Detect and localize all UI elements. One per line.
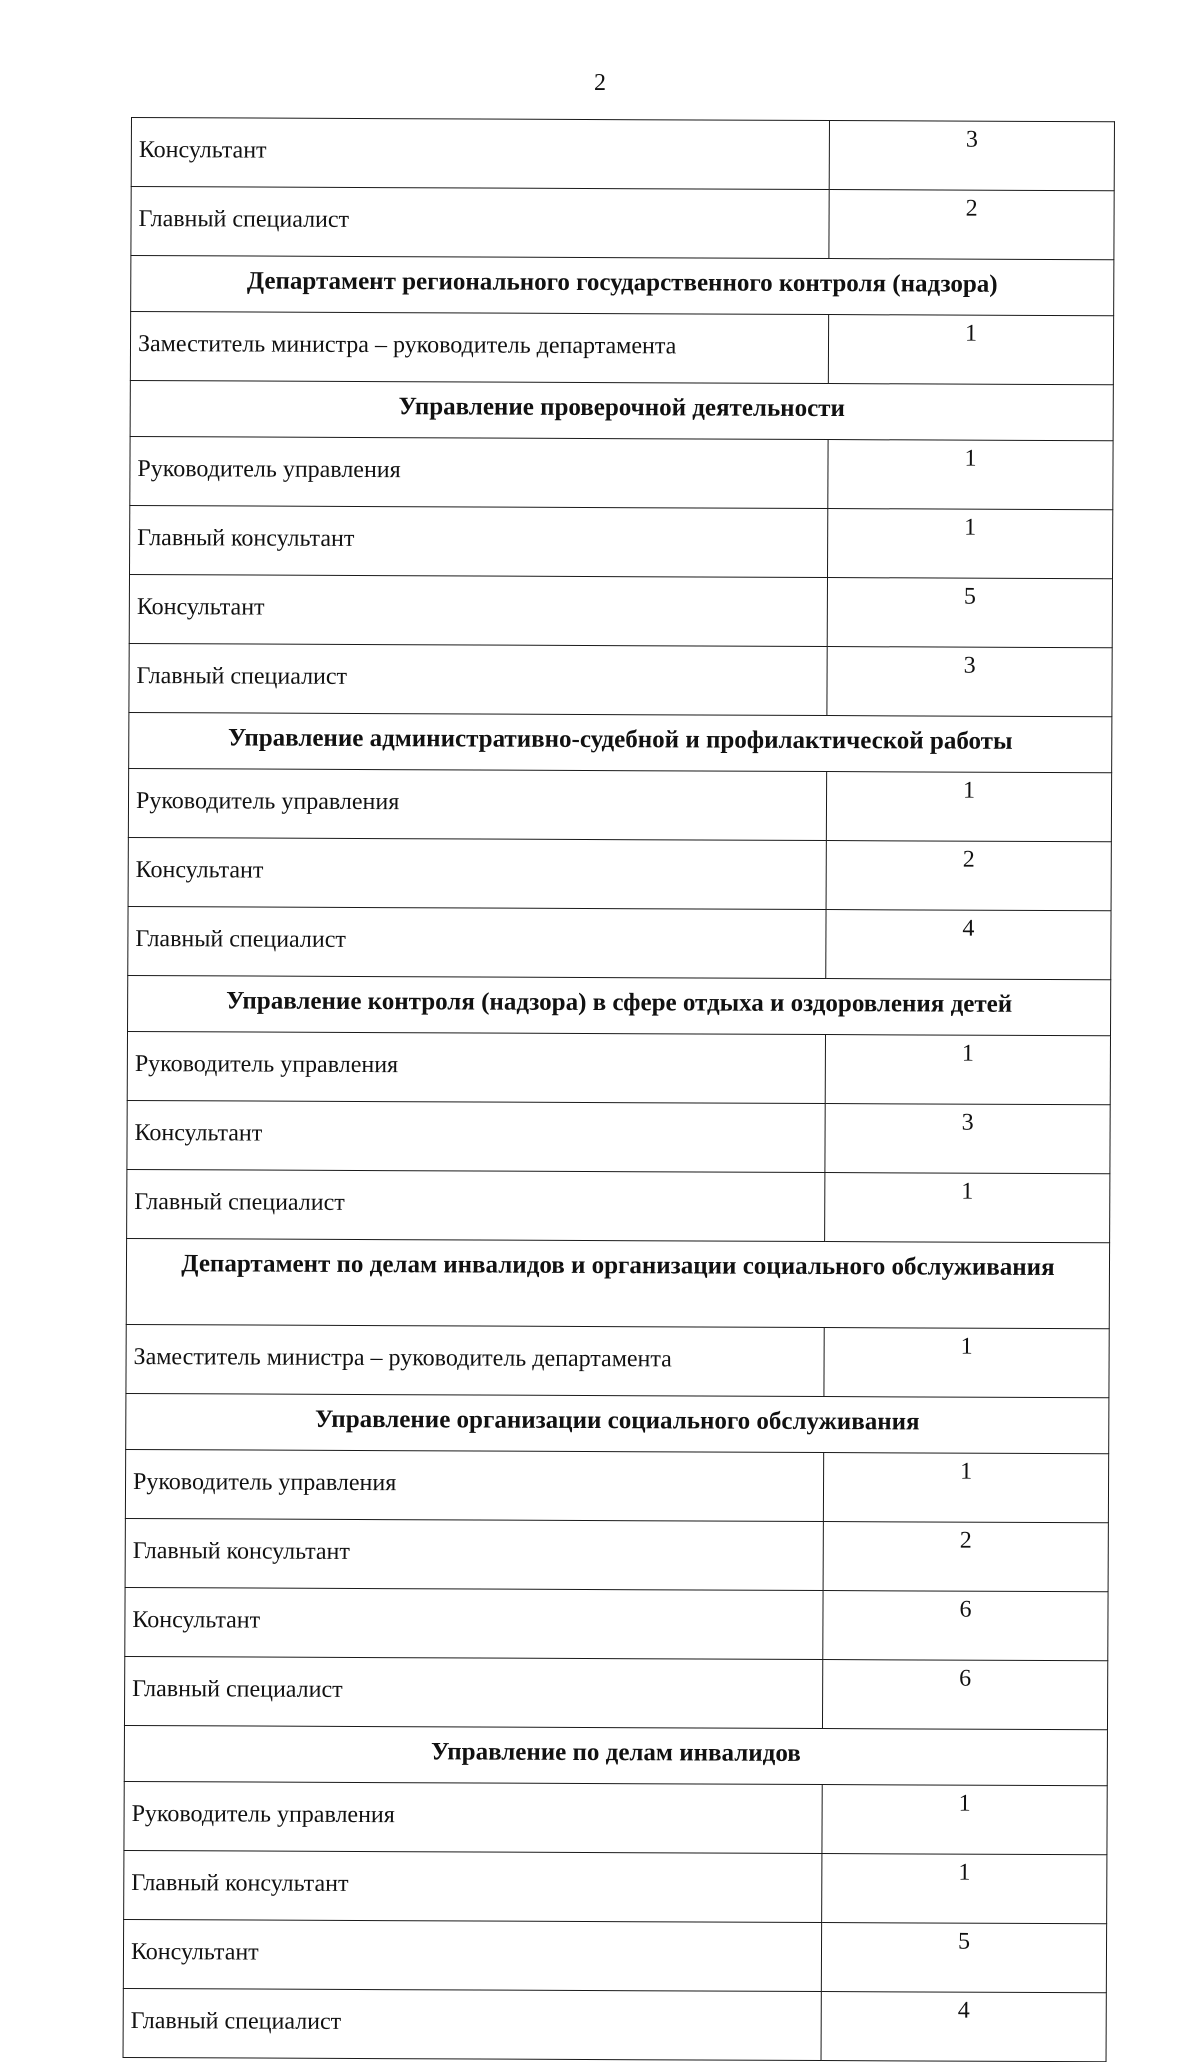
section-title: Департамент по делам инвалидов и организации социального обслуживания: [126, 1238, 1109, 1328]
position-name: Консультант: [131, 118, 829, 190]
position-count: 4: [821, 1992, 1106, 2062]
position-count: 3: [825, 1104, 1110, 1174]
position-name: Руководитель управления: [127, 1031, 825, 1103]
position-name: Главный консультант: [124, 1850, 822, 1922]
position-name: Главный специалист: [124, 1656, 822, 1728]
position-count: 2: [826, 841, 1111, 911]
section-title: Управление по делам инвалидов: [124, 1725, 1107, 1785]
position-row: [124, 1781, 1107, 1854]
position-count: 5: [827, 578, 1112, 648]
position-name: Заместитель министра – руководитель департамента: [126, 1324, 824, 1396]
position-name: Консультант: [125, 1587, 823, 1659]
section-heading-row: [131, 256, 1114, 316]
section-title: Управление контроля (надзора) в сфере отдыха и оздоровления детей: [128, 975, 1111, 1035]
position-name: Главный специалист: [129, 643, 827, 715]
position-count: 1: [823, 1453, 1108, 1523]
position-row: [123, 1919, 1106, 1992]
position-name: Руководитель управления: [124, 1781, 822, 1853]
position-row: [128, 768, 1111, 841]
position-row: [128, 906, 1111, 979]
position-count: 1: [828, 315, 1113, 385]
position-row: [130, 436, 1113, 509]
position-name: Консультант: [128, 837, 826, 909]
position-name: Главный специалист: [123, 1988, 821, 2060]
section-heading-row: [129, 712, 1112, 772]
position-count: 1: [827, 509, 1112, 579]
position-row: [129, 574, 1112, 647]
position-count: 6: [822, 1660, 1107, 1730]
position-row: [125, 1449, 1108, 1522]
position-name: Консультант: [127, 1100, 825, 1172]
position-name: Главный консультант: [130, 505, 828, 577]
position-row: [127, 1031, 1110, 1104]
position-row: [125, 1518, 1108, 1591]
position-name: Заместитель министра – руководитель департамента: [130, 312, 828, 384]
section-heading-row: [128, 975, 1111, 1035]
position-count: 1: [826, 772, 1111, 842]
position-row: [129, 643, 1112, 716]
position-row: [130, 312, 1113, 385]
position-count: 2: [823, 1522, 1108, 1592]
position-count: 4: [826, 910, 1111, 980]
position-row: [124, 1656, 1107, 1729]
position-row: [128, 837, 1111, 910]
position-name: Консультант: [129, 574, 827, 646]
position-count: 1: [825, 1035, 1110, 1105]
section-heading-row: [126, 1393, 1109, 1453]
position-name: Руководитель управления: [128, 768, 826, 840]
position-count: 3: [827, 647, 1112, 717]
position-count: 2: [829, 190, 1114, 260]
position-row: [126, 1324, 1109, 1397]
staffing-table: [123, 117, 1115, 2062]
position-count: 1: [824, 1328, 1109, 1398]
section-title: Управление организации социального обслуживания: [126, 1393, 1109, 1453]
position-row: [131, 187, 1114, 260]
position-name: Главный специалист: [128, 906, 826, 978]
section-title: Департамент регионального государственного контроля (надзора): [131, 256, 1114, 316]
position-count: 1: [822, 1854, 1107, 1924]
section-heading-row: [130, 380, 1113, 440]
position-count: 1: [825, 1173, 1110, 1243]
section-heading-row: [126, 1238, 1109, 1328]
position-row: [130, 505, 1113, 578]
position-count: 6: [823, 1591, 1108, 1661]
position-row: [131, 118, 1114, 191]
position-row: [127, 1169, 1110, 1242]
position-count: 5: [821, 1923, 1106, 1993]
position-count: 3: [829, 121, 1114, 191]
section-title: Управление административно-судебной и профилактической работы: [129, 712, 1112, 772]
position-name: Главный специалист: [127, 1169, 825, 1241]
position-count: 1: [822, 1785, 1107, 1855]
position-name: Руководитель управления: [130, 436, 828, 508]
position-row: [127, 1100, 1110, 1173]
section-title: Управление проверочной деятельности: [130, 380, 1113, 440]
page-number: 2: [594, 70, 606, 96]
section-heading-row: [124, 1725, 1107, 1785]
position-name: Руководитель управления: [125, 1449, 823, 1521]
position-row: [123, 1988, 1106, 2061]
position-name: Главный консультант: [125, 1518, 823, 1590]
position-row: [124, 1850, 1107, 1923]
position-name: Главный специалист: [131, 187, 829, 259]
position-count: 1: [828, 440, 1113, 510]
position-name: Консультант: [123, 1919, 821, 1991]
position-row: [125, 1587, 1108, 1660]
staffing-table-body: [123, 118, 1114, 2062]
